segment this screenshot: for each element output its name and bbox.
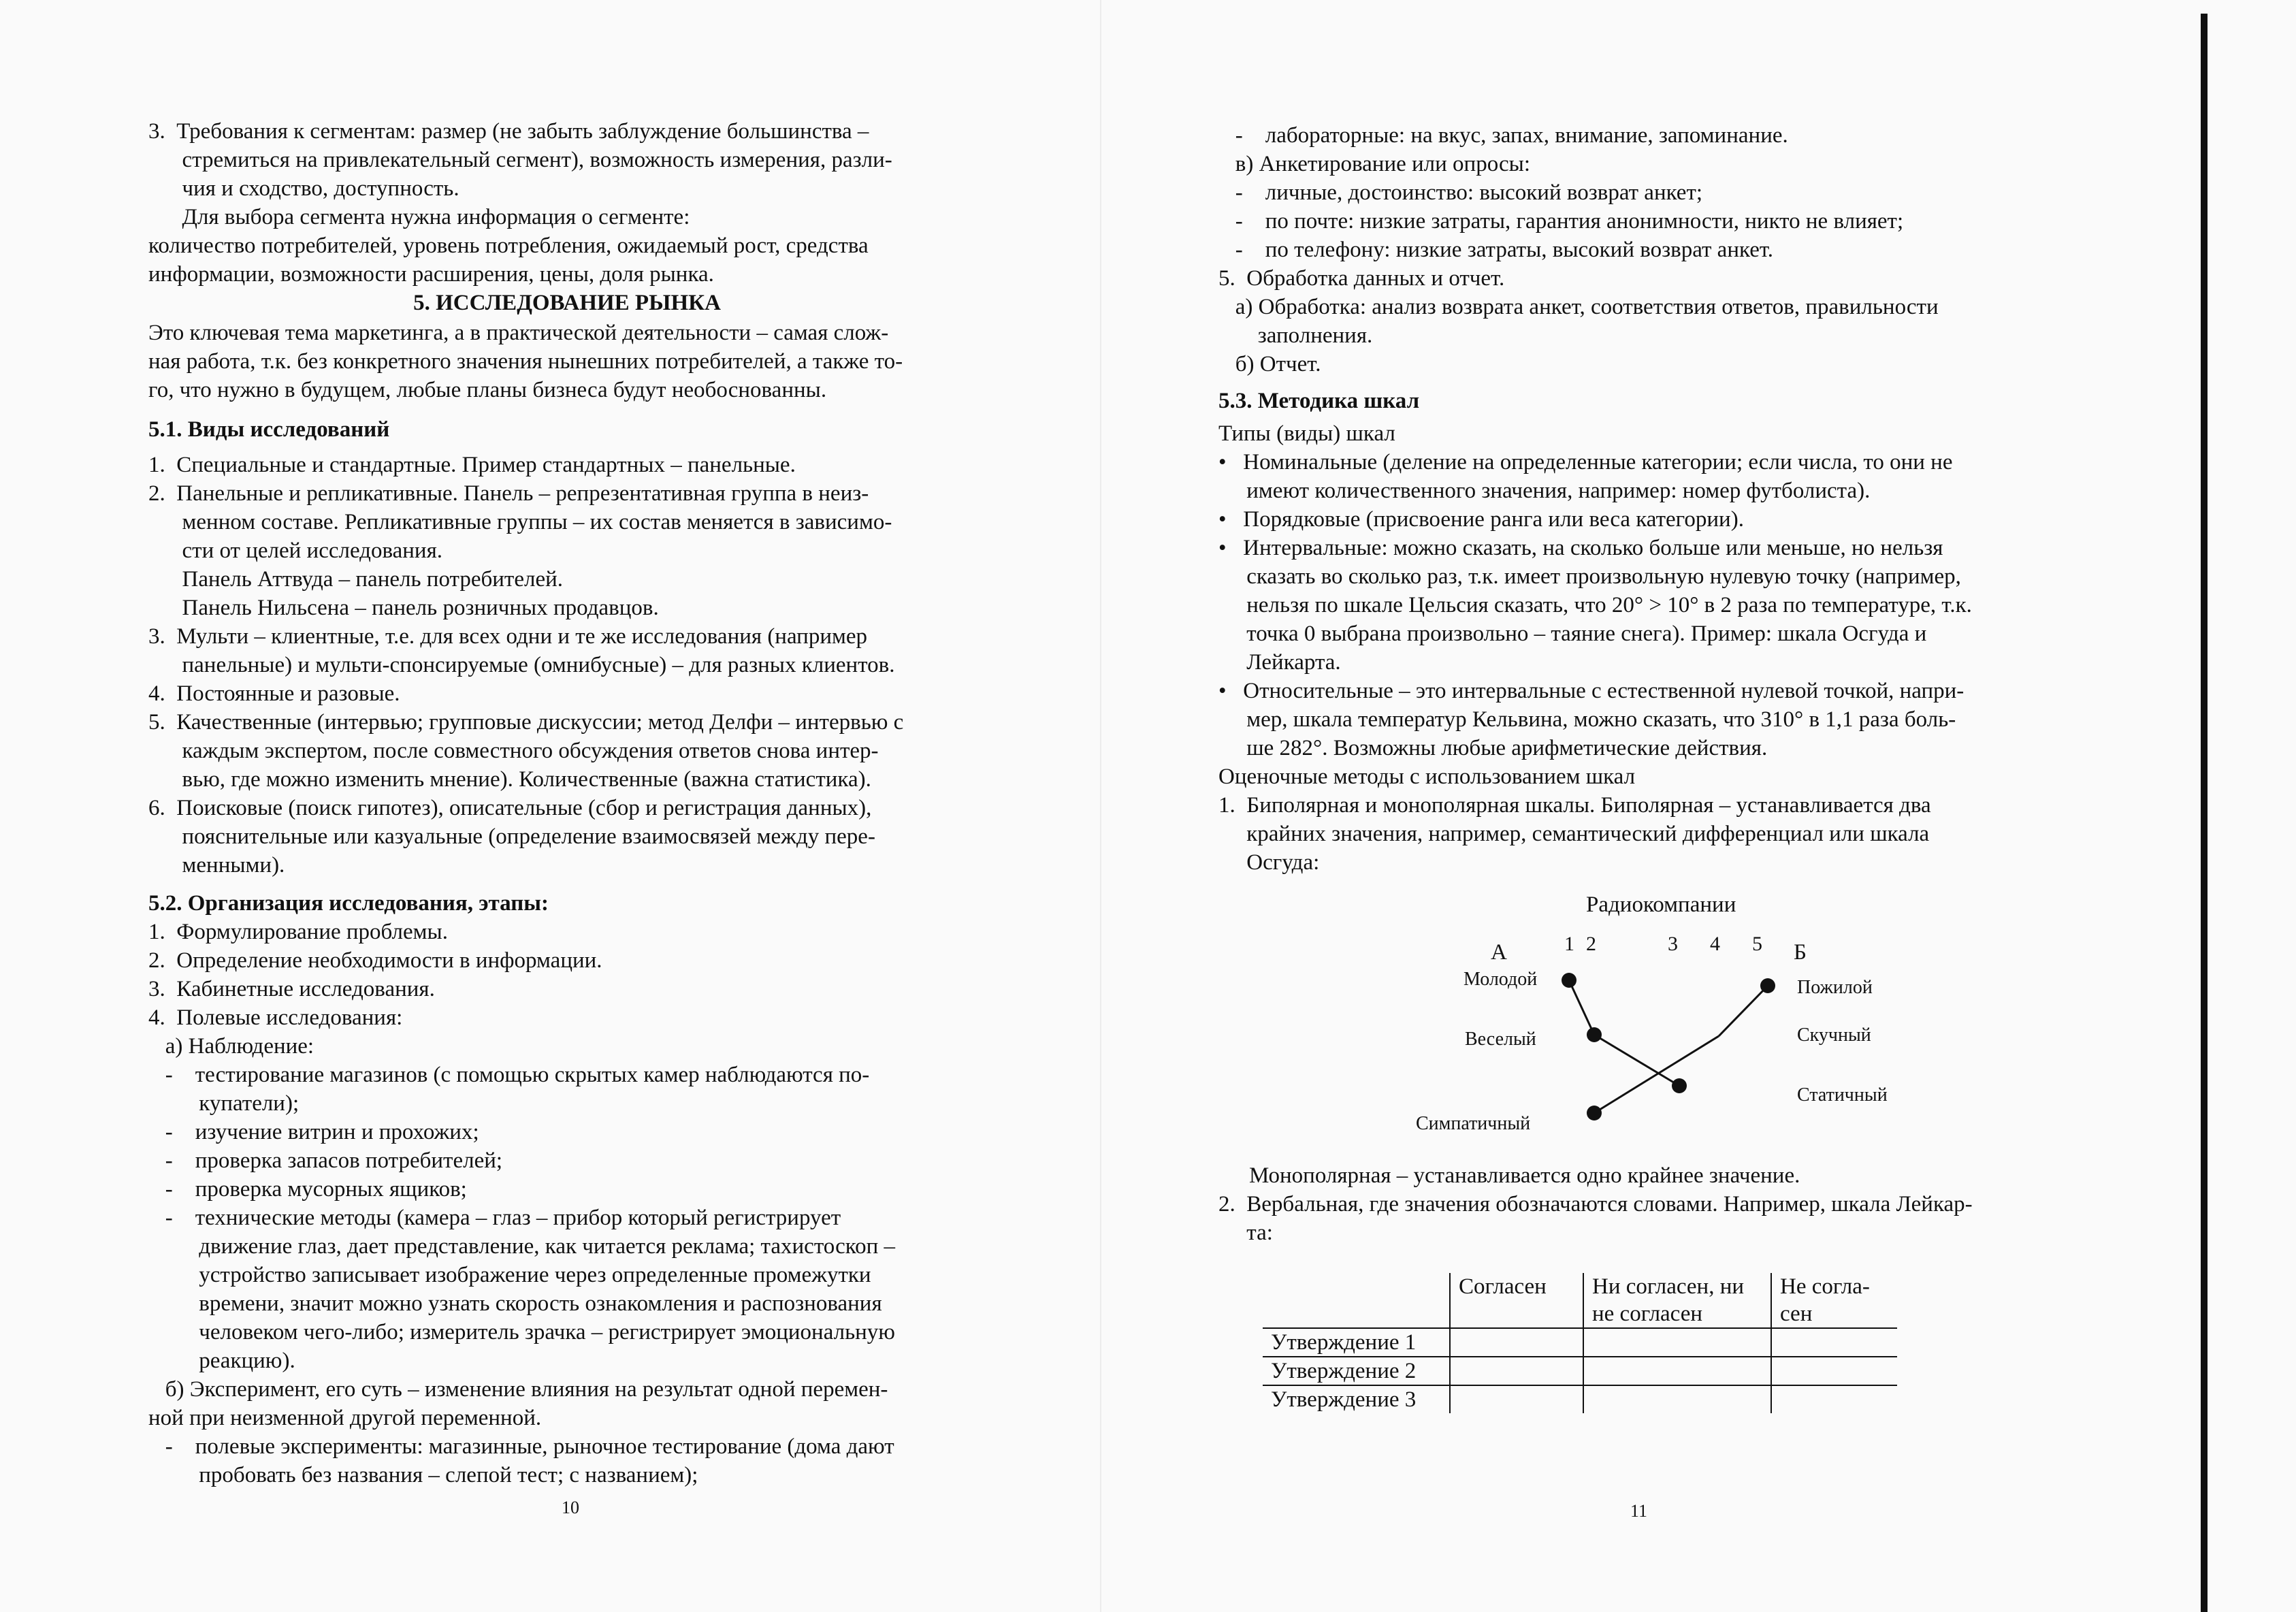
profile-segment — [1594, 1035, 1679, 1086]
list-item: - по почте: низкие затраты, гарантия анонимности, никто не влияет; — [1218, 209, 1904, 233]
text-line: го, что нужно в будущем, любые планы бизнеса будут необоснованны. — [148, 378, 827, 402]
bullet-item: Лейкарта. — [1218, 650, 1341, 675]
list-item: 3. Кабинетные исследования. — [148, 977, 435, 1001]
subsection-heading: 5.3. Методика шкал — [1218, 389, 1420, 413]
text-line: количество потребителей, уровень потребления, ожидаемый рост, средства — [148, 233, 869, 258]
list-item: а) Наблюдение: — [148, 1034, 314, 1059]
profile-point — [1587, 1106, 1602, 1121]
list-item: панельные) и мульти-спонсируемые (омнибусные) – для разных клиентов. — [148, 653, 895, 677]
table-cell — [1450, 1328, 1583, 1357]
profile-segment — [1569, 980, 1594, 1035]
table-header-cell: сен — [1771, 1300, 1897, 1328]
table-cell — [1583, 1385, 1771, 1413]
list-item: - проверка мусорных ящиков; — [148, 1177, 467, 1202]
scale-tick: 4 — [1710, 933, 1720, 955]
likert-table — [1263, 1273, 1897, 1413]
list-item: - полевые эксперименты: магазинные, рыночное тестирование (дома дают — [148, 1434, 894, 1459]
list-item: 5. Качественные (интервью; групповые дискуссии; метод Делфи – интервью с — [148, 710, 904, 735]
page-number: 11 — [1630, 1501, 1648, 1521]
list-item: крайних значения, например, семантический дифференциал или шкала — [1218, 822, 1930, 846]
list-item: 2. Определение необходимости в информации. — [148, 948, 602, 973]
table-cell — [1771, 1385, 1897, 1413]
list-item: в) Анкетирование или опросы: — [1218, 152, 1531, 176]
bullet-item: • Относительные – это интервальные с естественной нулевой точкой, напри- — [1218, 679, 1964, 703]
table-cell — [1583, 1357, 1771, 1385]
table-header-cell — [1450, 1300, 1583, 1328]
list-item: ной при неизменной другой переменной. — [148, 1406, 542, 1430]
right-adjective: Пожилой — [1797, 977, 1873, 998]
right-page-text — [1218, 121, 2124, 877]
table-row-label: Утверждение 1 — [1271, 1330, 1417, 1355]
table-cell — [1263, 1300, 1450, 1328]
right-adjective: Скучный — [1797, 1025, 1871, 1046]
list-item: - личные, достоинство: высокий возврат анкет; — [1218, 180, 1703, 205]
table-header-row — [1263, 1273, 1897, 1300]
text-line: Для выбора сегмента нужна информация о сегменте: — [148, 205, 690, 229]
list-item: сти от целей исследования. — [148, 538, 443, 563]
list-item: - проверка запасов потребителей; — [148, 1148, 503, 1173]
list-item: 1. Специальные и стандартные. Пример стандартных – панельные. — [148, 453, 796, 477]
list-item: - тестирование магазинов (с помощью скрытых камер наблюдаются по- — [148, 1063, 870, 1087]
list-item: Осгуда: — [1218, 850, 1320, 875]
list-item: 6. Поисковые (поиск гипотез), описательные (сбор и регистрация данных), — [148, 796, 872, 820]
list-item: человеком чего-либо; измеритель зрачка – регистрирует эмоциональную — [148, 1320, 895, 1344]
list-item: 4. Полевые исследования: — [148, 1005, 403, 1030]
page-number: 10 — [562, 1498, 579, 1517]
diagram-right-head: Б — [1794, 940, 1807, 965]
text-line: чия и сходство, доступность. — [148, 176, 459, 201]
scale-tick: 3 — [1668, 933, 1678, 955]
bullet-item: точка 0 выбрана произвольно – таяние снега). Пример: шкала Осгуда и — [1218, 622, 1927, 646]
list-item: 1. Формулирование проблемы. — [148, 920, 448, 944]
table-cell — [1450, 1357, 1583, 1385]
table-row — [1263, 1385, 1897, 1413]
left-adjective: Молодой — [1464, 969, 1538, 990]
left-page — [0, 0, 1103, 1612]
subsection-heading: 5.2. Организация исследования, этапы: — [148, 891, 549, 916]
table-header-cell: Не согла- — [1771, 1273, 1897, 1300]
diagram-title: Радиокомпании — [1586, 892, 1736, 917]
list-item: купатели); — [148, 1091, 300, 1116]
section-title: 5. ИССЛЕДОВАНИЕ РЫНКА — [413, 291, 721, 315]
table-row-label: Утверждение 3 — [1271, 1387, 1417, 1412]
list-item: - изучение витрин и прохожих; — [148, 1120, 479, 1144]
table-header-row — [1263, 1300, 1897, 1328]
table-cell — [1771, 1328, 1897, 1357]
list-item: устройство записывает изображение через определенные промежутки — [148, 1263, 871, 1287]
list-item: Панель Нильсена – панель розничных продавцов. — [148, 596, 659, 620]
table-cell — [1450, 1385, 1583, 1413]
right-page — [1103, 0, 2296, 1612]
profile-point — [1760, 978, 1775, 993]
list-item: пояснительные или казуальные (определение взаимосвязей между пере- — [148, 824, 875, 849]
diagram-left-head: А — [1491, 940, 1507, 965]
table-header-cell: Ни согласен, ни — [1583, 1273, 1771, 1300]
list-item: б) Эксперимент, его суть – изменение влияния на результат одной перемен- — [148, 1377, 888, 1402]
scale-tick: 1 — [1564, 933, 1574, 955]
text-line: Это ключевая тема маркетинга, а в практической деятельности – самая слож- — [148, 321, 889, 345]
text-line: 3. Требования к сегментам: размер (не забыть заблуждение большинства – — [148, 119, 869, 144]
bullet-item: мер, шкала температур Кельвина, можно сказать, что 310° в 1,1 раза боль- — [1218, 707, 1956, 732]
list-item: 4. Постоянные и разовые. — [148, 681, 400, 706]
profile-segment — [1719, 986, 1768, 1036]
table-cell — [1771, 1357, 1897, 1385]
list-item: 2. Вербальная, где значения обозначаются словами. Например, шкала Лейкар- — [1218, 1192, 1973, 1216]
bullet-item: ше 282°. Возможны любые арифметические действия. — [1218, 736, 1768, 760]
list-item: 2. Панельные и репликативные. Панель – репрезентативная группа в неиз- — [148, 481, 869, 506]
profile-point — [1672, 1078, 1687, 1093]
list-item: менными). — [148, 853, 285, 877]
text-line: Типы (виды) шкал — [1218, 421, 1395, 446]
left-adjective: Симпатичный — [1416, 1113, 1531, 1134]
bullet-item: нельзя по шкале Цельсия сказать, что 20° > 10° в 2 раза по температуре, т.к. — [1218, 593, 1972, 617]
scale-tick: 2 — [1586, 933, 1596, 955]
left-adjective: Веселый — [1465, 1029, 1536, 1050]
osgood-diagram — [1389, 885, 1933, 1144]
table-row-label: Утверждение 2 — [1271, 1359, 1417, 1383]
list-item: - технические методы (камера – глаз – прибор который регистрирует — [148, 1206, 841, 1230]
profile-point — [1587, 1027, 1602, 1042]
text-line: Монополярная – устанавливается одно крайнее значение. — [1249, 1163, 1800, 1188]
bullet-item: сказать во сколько раз, т.к. имеет произвольную нулевую точку (например, — [1218, 564, 1961, 589]
list-item: каждым экспертом, после совместного обсуждения ответов снова интер- — [148, 739, 879, 763]
list-item: заполнения. — [1218, 323, 1373, 348]
table-cell — [1583, 1328, 1771, 1357]
bullet-item: • Номинальные (деление на определенные категории; если числа, то они не — [1218, 450, 1953, 474]
table-row — [1263, 1357, 1897, 1385]
table-cell — [1263, 1273, 1450, 1300]
list-item: времени, значит можно узнать скорость ознакомления и распознования — [148, 1291, 882, 1316]
list-item: 5. Обработка данных и отчет. — [1218, 266, 1505, 291]
list-item: 3. Мульти – клиентные, т.е. для всех одни и те же исследования (например — [148, 624, 868, 649]
left-page-text — [148, 117, 986, 1489]
bullet-item: • Интервальные: можно сказать, на сколько больше или меньше, но нельзя — [1218, 536, 1943, 560]
bullet-item: имеют количественного значения, например: номер футболиста). — [1218, 479, 1871, 503]
table-row — [1263, 1328, 1897, 1357]
list-item: Панель Аттвуда – панель потребителей. — [148, 567, 564, 592]
text-line: стремиться на привлекательный сегмент), возможность измерения, разли- — [148, 148, 892, 172]
profile-point — [1562, 973, 1577, 988]
list-item: вью, где можно изменить мнение). Количественные (важна статистика). — [148, 767, 871, 792]
scale-tick: 5 — [1752, 933, 1762, 955]
list-item: реакцию). — [148, 1349, 295, 1373]
list-item: б) Отчет. — [1218, 352, 1321, 376]
list-item: - лабораторные: на вкус, запах, внимание, запоминание. — [1218, 123, 1788, 148]
list-item: а) Обработка: анализ возврата анкет, соответствия ответов, правильности — [1218, 295, 1939, 319]
list-item: пробовать без названия – слепой тест; с названием); — [148, 1463, 698, 1487]
right-adjective: Статичный — [1797, 1084, 1888, 1106]
subsection-heading: 5.1. Виды исследований — [148, 417, 390, 442]
list-item: - по телефону: низкие затраты, высокий возврат анкет. — [1218, 238, 1774, 262]
text-line: информации, возможности расширения, цены, доля рынка. — [148, 262, 714, 287]
bullet-item: • Порядковые (присвоение ранга или веса категории). — [1218, 507, 1744, 532]
list-item: та: — [1218, 1221, 1273, 1245]
text-line: ная работа, т.к. без конкретного значения нынешних потребителей, а также то- — [148, 349, 903, 374]
list-item: 1. Биполярная и монополярная шкалы. Биполярная – устанавливается два — [1218, 793, 1931, 818]
list-item: движение глаз, дает представление, как читается реклама; тахистоскоп – — [148, 1234, 896, 1259]
table-header-cell: Согласен — [1450, 1273, 1583, 1300]
profile-lines — [1389, 885, 1933, 1144]
right-page-text-lower — [1218, 1161, 2124, 1247]
profile-segment — [1594, 1036, 1719, 1113]
list-item: менном составе. Репликативные группы – их состав меняется в зависимо- — [148, 510, 892, 534]
table-header-cell: не согласен — [1583, 1300, 1771, 1328]
text-line: Оценочные методы с использованием шкал — [1218, 764, 1636, 789]
